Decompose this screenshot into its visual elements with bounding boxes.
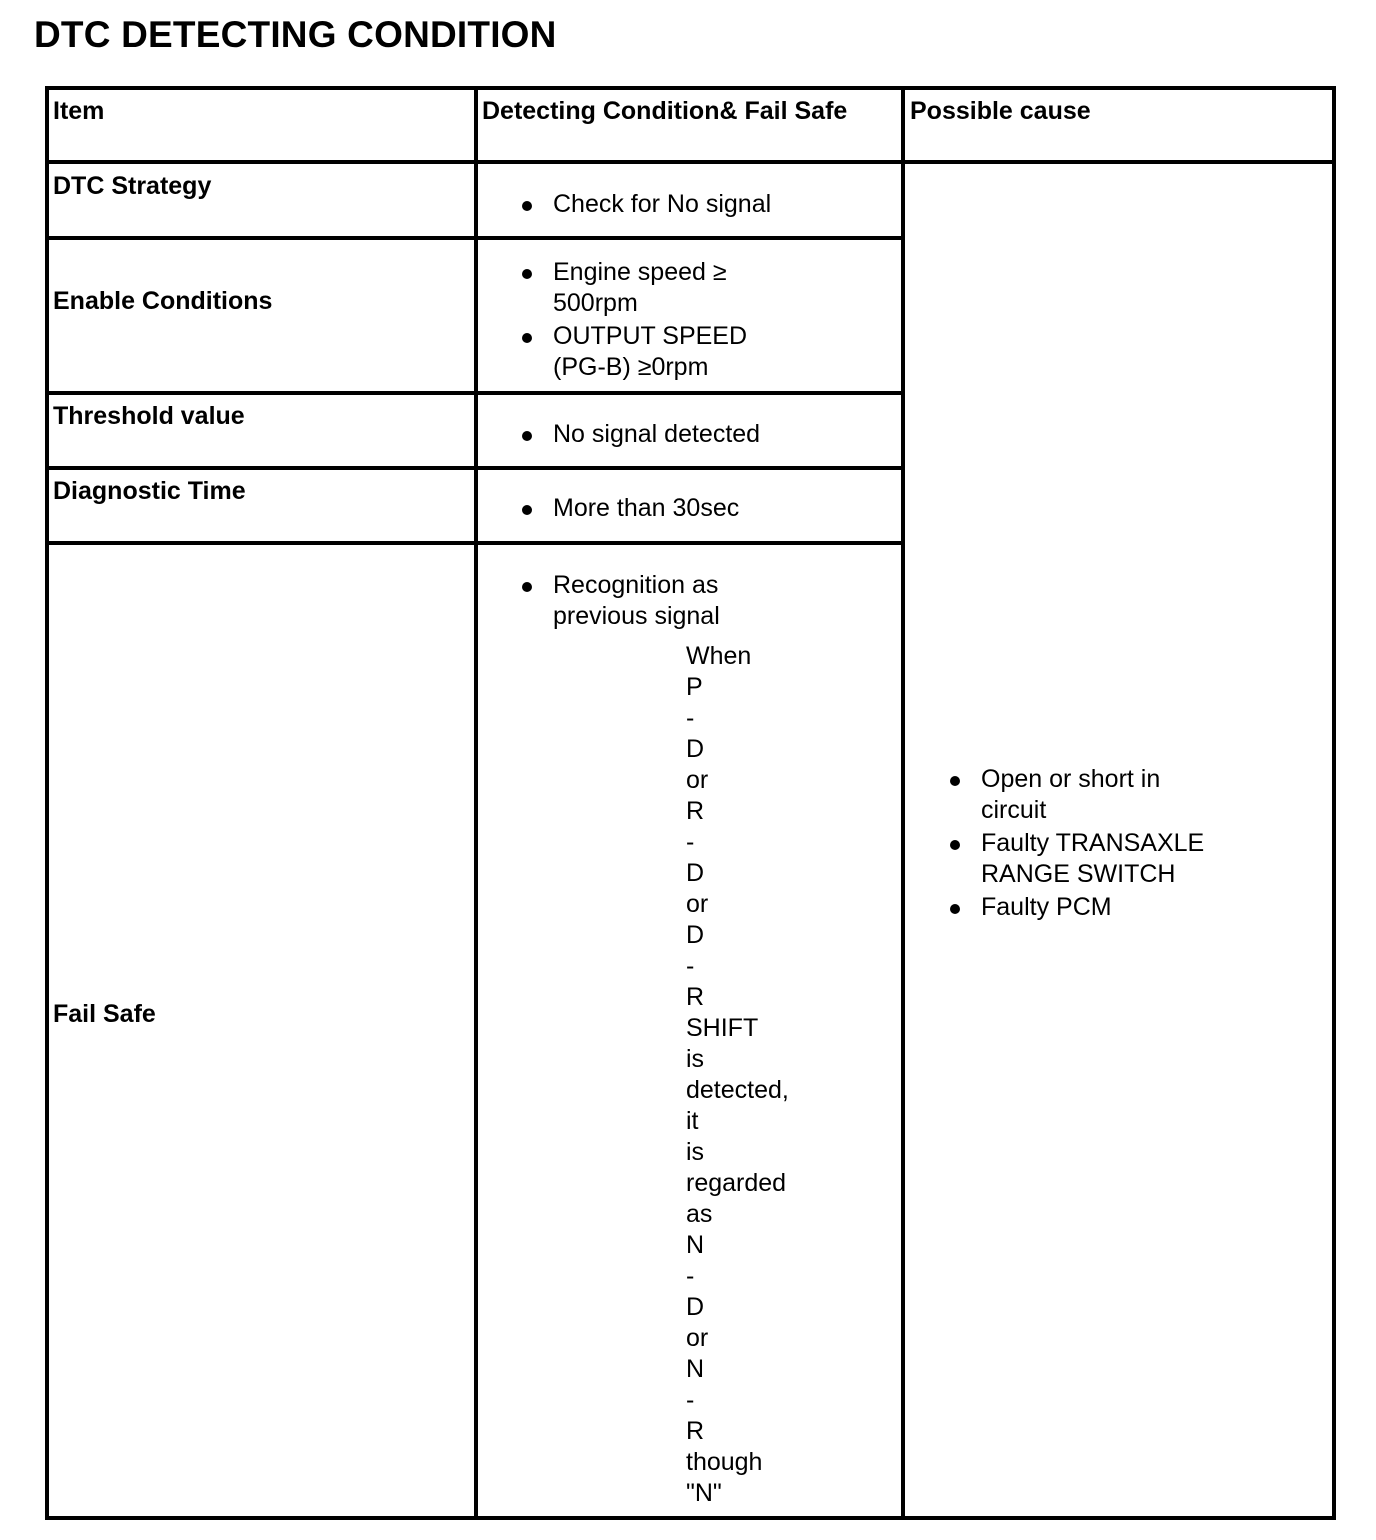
table-border-top [45, 86, 1336, 90]
condition-text: Recognition as [553, 571, 719, 599]
cause-text: circuit [981, 796, 1047, 824]
cause-text: Faulty PCM [981, 893, 1112, 921]
bullet-icon [522, 505, 532, 515]
row-divider [45, 466, 905, 470]
condition-text: No signal detected [553, 420, 761, 448]
note-word: or [686, 890, 709, 918]
note-word: though [686, 1448, 763, 1476]
note-word: detected, [686, 1076, 789, 1104]
note-word: it [686, 1107, 699, 1135]
row-divider [45, 236, 905, 240]
condition-text: 500rpm [553, 289, 638, 317]
note-word: - [686, 704, 695, 732]
row-divider [45, 391, 905, 395]
table-border-right [1332, 86, 1336, 1520]
note-word: - [686, 1262, 695, 1290]
note-word: R [686, 797, 705, 825]
page-title: DTC DETECTING CONDITION [34, 14, 557, 55]
condition-text: More than 30sec [553, 494, 740, 522]
header-item: Item [53, 97, 105, 125]
note-word: D [686, 921, 705, 949]
note-word: SHIFT [686, 1014, 759, 1042]
note-word: - [686, 1386, 695, 1414]
table-border-left [45, 86, 49, 1520]
note-word: - [686, 952, 695, 980]
condition-text: Engine speed ≥ [553, 258, 727, 286]
bullet-icon [950, 904, 960, 914]
note-word: or [686, 1324, 709, 1352]
note-word: or [686, 766, 709, 794]
cause-text: Open or short in [981, 765, 1161, 793]
cause-text: Faulty TRANSAXLE [981, 829, 1205, 857]
item-enable-conditions: Enable Conditions [53, 287, 273, 315]
header-divider [45, 160, 1336, 164]
header-possible-cause: Possible cause [910, 97, 1091, 125]
row-divider [45, 541, 905, 545]
condition-text: OUTPUT SPEED [553, 322, 748, 350]
condition-text: previous signal [553, 602, 720, 630]
bullet-icon [522, 582, 532, 592]
note-word: P [686, 673, 703, 701]
item-dtc-strategy: DTC Strategy [53, 172, 212, 200]
bullet-icon [950, 840, 960, 850]
column-divider-2 [901, 86, 905, 1516]
column-divider-1 [474, 86, 478, 1516]
bullet-icon [522, 201, 532, 211]
note-word: D [686, 735, 705, 763]
note-word: as [686, 1200, 713, 1228]
note-word: regarded [686, 1169, 787, 1197]
table-border-bottom [45, 1516, 1336, 1520]
note-word: D [686, 859, 705, 887]
note-word: N [686, 1355, 705, 1383]
note-word: R [686, 983, 705, 1011]
note-word: is [686, 1045, 705, 1073]
note-word: When [686, 642, 752, 670]
header-detecting-condition: Detecting Condition& Fail Safe [482, 97, 848, 125]
note-word: is [686, 1138, 705, 1166]
bullet-icon [950, 776, 960, 786]
condition-text: (PG-B) ≥0rpm [553, 353, 709, 381]
note-word: - [686, 828, 695, 856]
note-word: R [686, 1417, 705, 1445]
item-fail-safe: Fail Safe [53, 1000, 156, 1028]
item-threshold-value: Threshold value [53, 402, 245, 430]
bullet-icon [522, 269, 532, 279]
note-word: N [686, 1231, 705, 1259]
condition-text: Check for No signal [553, 190, 772, 218]
item-diagnostic-time: Diagnostic Time [53, 477, 246, 505]
bullet-icon [522, 333, 532, 343]
bullet-icon [522, 431, 532, 441]
note-word: D [686, 1293, 705, 1321]
note-word: "N" [686, 1479, 722, 1507]
cause-text: RANGE SWITCH [981, 860, 1176, 888]
